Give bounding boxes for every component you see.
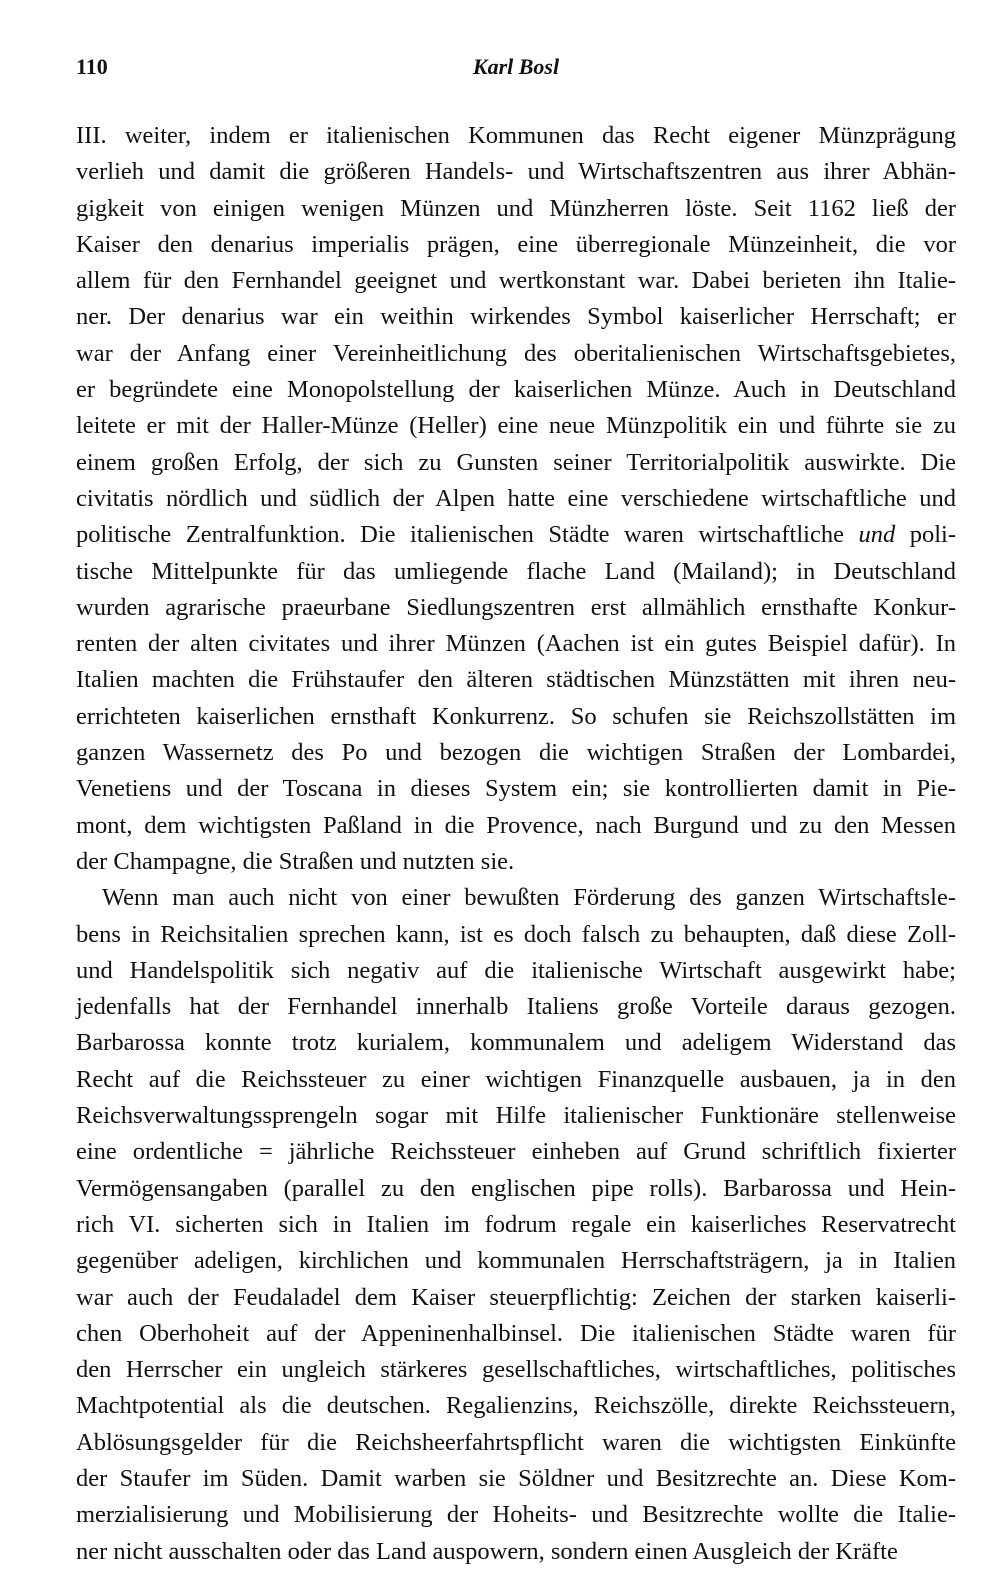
text-line: der Champagne, die Straßen und nutzten sie. xyxy=(76,847,515,875)
text-line: allem für den Fernhandel geeignet und wertkonstant war. Dabei berieten ihn Italie- xyxy=(76,267,956,295)
text-segment: politische Zentralfunktion. Die italienischen Städte waren wirtschaftliche xyxy=(76,521,859,549)
text-line: Wenn man auch nicht von einer bewußten Förderung des ganzen Wirtschaftsle- xyxy=(102,884,956,912)
text-line: war der Anfang einer Vereinheitlichung des oberitalienischen Wirtschaftsgebietes, xyxy=(76,339,956,367)
text-line: leitete er mit der Haller-Münze (Heller) eine neue Münzpolitik ein und führte sie zu xyxy=(76,412,956,440)
text-line: Venetiens und der Toscana in dieses System ein; sie kontrollierten damit in Pie- xyxy=(76,775,956,803)
italic-word: und xyxy=(858,521,896,549)
paragraph-1 xyxy=(76,118,956,880)
paragraph-2 xyxy=(76,880,956,1570)
text-line: war auch der Feudaladel dem Kaiser steuerpflichtig: Zeichen der starken kaiserli- xyxy=(76,1283,956,1311)
body-text xyxy=(76,118,956,1570)
text-line: und Handelspolitik sich negativ auf die italienische Wirtschaft ausgewirkt habe; xyxy=(76,956,956,984)
text-line: jedenfalls hat der Fernhandel innerhalb Italiens große Vorteile daraus gezogen. xyxy=(76,993,956,1021)
text-line: civitatis nördlich und südlich der Alpen hatte eine verschiedene wirtschaftliche und xyxy=(76,484,956,512)
text-line: Recht auf die Reichssteuer zu einer wichtigen Finanzquelle ausbauen, ja in den xyxy=(76,1065,956,1093)
text-line: der Staufer im Süden. Damit warben sie Söldner und Besitzrechte an. Diese Kom- xyxy=(76,1464,956,1492)
text-line: gegenüber adeligen, kirchlichen und kommunalen Herrschaftsträgern, ja in Italien xyxy=(76,1247,956,1275)
running-head-author: Karl Bosl xyxy=(472,54,560,79)
text-line: renten der alten civitates und ihrer Münzen (Aachen ist ein gutes Beispiel dafür). In xyxy=(76,630,956,658)
text-line: errichteten kaiserlichen ernsthaft Konkurrenz. So schufen sie Reichszollstätten im xyxy=(76,702,956,730)
text-line: mont, dem wichtigsten Paßland in die Provence, nach Burgund und zu den Messen xyxy=(76,811,956,839)
text-line: Reichsverwaltungssprengeln sogar mit Hilfe italienischer Funktionäre stellenweise xyxy=(76,1102,956,1130)
text-line: Kaiser den denarius imperialis prägen, eine überregionale Münzeinheit, die vor xyxy=(76,230,956,258)
text-line: III. weiter, indem er italienischen Kommunen das Recht eigener Münzprägung xyxy=(76,122,956,149)
text-line: Vermögensangaben (parallel zu den englischen pipe rolls). Barbarossa und Hein- xyxy=(76,1174,956,1202)
page-header xyxy=(76,54,956,84)
text-line: eine ordentliche = jährliche Reichssteuer einheben auf Grund schriftlich fixierter xyxy=(76,1138,956,1166)
text-line: bens in Reichsitalien sprechen kann, ist es doch falsch zu behaupten, daß diese Zoll- xyxy=(76,920,956,948)
text-line: ner. Der denarius war ein weithin wirkendes Symbol kaiserlicher Herrschaft; er xyxy=(76,303,956,331)
text-line: einem großen Erfolg, der sich zu Gunsten seiner Territorialpolitik auswirkte. Die xyxy=(76,448,956,476)
page-number: 110 xyxy=(76,54,108,79)
text-line: wurden agrarische praeurbane Siedlungszentren erst allmählich ernsthafte Konkur- xyxy=(76,593,956,621)
text-line: rich VI. sicherten sich in Italien im fodrum regale ein kaiserliches Reservatrecht xyxy=(76,1210,956,1238)
text-line: ganzen Wassernetz des Po und bezogen die wichtigen Straßen der Lombardei, xyxy=(76,739,956,767)
text-line: gigkeit von einigen wenigen Münzen und Münzherren löste. Seit 1162 ließ der xyxy=(76,194,956,222)
text-line: tische Mittelpunkte für das umliegende flache Land (Mailand); in Deutschland xyxy=(76,557,956,585)
text-line xyxy=(76,517,956,553)
text-line: merzialisierung und Mobilisierung der Hoheits- und Besitzrechte wollte die Italie- xyxy=(76,1501,956,1529)
text-line: verlieh und damit die größeren Handels- und Wirtschaftszentren aus ihrer Abhän- xyxy=(76,158,956,186)
text-line: den Herrscher ein ungleich stärkeres gesellschaftliches, wirtschaftliches, politisches xyxy=(76,1356,956,1384)
text-line: Ablösungsgelder für die Reichsheerfahrtspflicht waren die wichtigsten Einkünfte xyxy=(76,1428,956,1456)
text-line: er begründete eine Monopolstellung der kaiserlichen Münze. Auch in Deutschland xyxy=(76,376,956,404)
text-segment: poli- xyxy=(895,521,957,549)
text-line: chen Oberhoheit auf der Appeninenhalbinsel. Die italienischen Städte waren für xyxy=(76,1319,956,1347)
text-line: ner nicht ausschalten oder das Land auspowern, sondern einen Ausgleich der Kräfte xyxy=(76,1537,898,1565)
text-line: Machtpotential als die deutschen. Regalienzins, Reichszölle, direkte Reichssteuern, xyxy=(76,1392,956,1420)
text-line: Barbarossa konnte trotz kurialem, kommunalem und adeligem Widerstand das xyxy=(76,1029,956,1057)
text-line: Italien machten die Frühstaufer den älteren städtischen Münzstätten mit ihren neu- xyxy=(76,666,956,694)
